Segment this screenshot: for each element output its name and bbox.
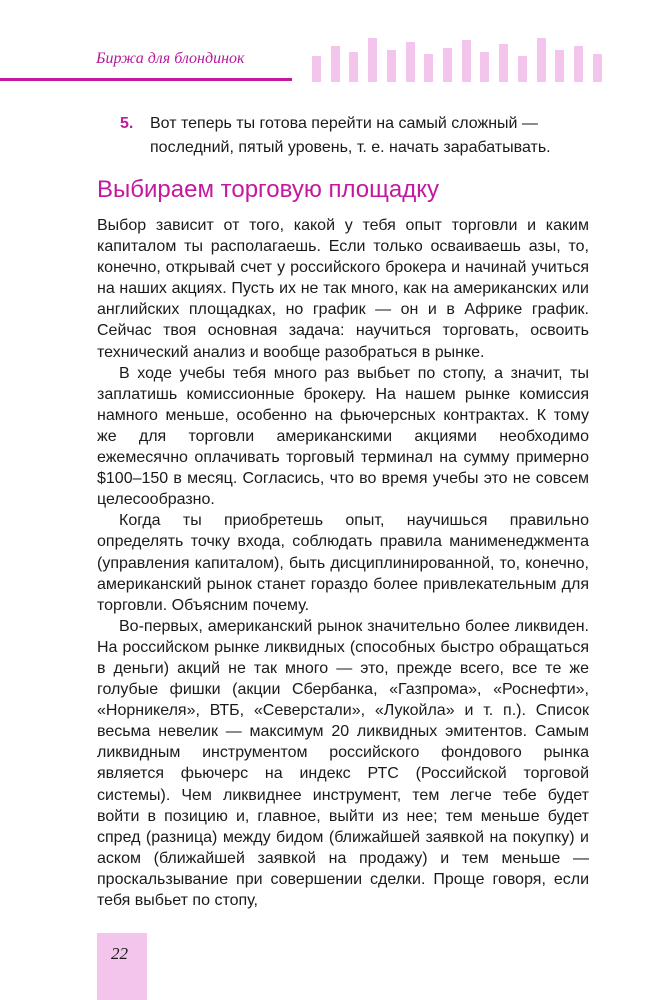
paragraph: Во-первых, американский рынок значительно более ликвиден. На российском рынке ликвидных (способных быстро обращаться в деньги) акций не так много — это, прежде всего, все те же голубые фишки (акции Сбербанка, «Газпрома», «Роснефти», «Норникеля», ВТБ, «Северстали», «Лукойла» и т. п.). Список весьма невелик — максимум 20 ликвидных эмитентов. Самым ликвидным инструментом российского фондового рынка является фьючерс на индекс РТС (Российской торговой системы). Чем ликвиднее инструмент, тем легче тебе будет войти в позицию и, главное, выйти из нее; тем меньше будет спред (разница) между бидом (ближайшей заявкой на покупку) и аском (ближайшей заявкой на продажу) и тем меньше — проскальзывание при совершении сделки. Проще говоря, если тебя выбьет по стопу,: [97, 617, 589, 909]
decorative-bar: [387, 50, 396, 82]
page-number: 22: [111, 944, 128, 963]
decorative-bar: [331, 46, 340, 82]
decorative-bar: [312, 56, 321, 82]
numbered-list-item: [120, 112, 590, 160]
section-title: Выбираем торговую площадку: [97, 176, 439, 203]
decorative-bar: [368, 38, 377, 82]
decorative-bar: [424, 54, 433, 82]
decorative-bar: [499, 44, 508, 82]
list-item-number: 5.: [120, 115, 134, 132]
list-item-text: Вот теперь ты готова перейти на самый сложный — последний, пятый уровень, т. е. начать зарабатывать.: [150, 115, 551, 156]
header-rule: [0, 78, 292, 81]
decorative-bar: [349, 52, 358, 82]
decorative-bar: [537, 38, 546, 82]
decorative-bar: [406, 42, 415, 82]
decorative-bar: [480, 52, 489, 82]
running-title: Биржа для блондинок: [96, 50, 245, 67]
paragraph: В ходе учебы тебя много раз выбьет по стопу, а значит, ты заплатишь комиссионные брокеру. На нашем рынке комиссия намного меньше, особенно на фьючерсных контрактах. К тому же для торговли американскими акциями необходимо ежемесячно оплачивать торговый терминал на сумму примерно $100–150 в месяц. Согласись, что во время учебы это не совсем целесообразно.: [97, 364, 589, 509]
decorative-bar: [443, 48, 452, 82]
paragraph: Выбор зависит от того, какой у тебя опыт торговли и каким капиталом ты располагаешь. Если только осваиваешь азы, то, конечно, открывай счет у российского брокера и начинай учиться на наших акциях. Пусть их не так много, как на американских или английских площадках, но график — он и в Африке график. Сейчас твоя основная задача: научиться торговать, освоить технический анализ и вообще разобраться в рынке.: [97, 217, 589, 361]
decorative-bars: [312, 36, 602, 82]
decorative-bar: [518, 56, 527, 82]
decorative-bar: [555, 50, 564, 82]
decorative-bar: [574, 46, 583, 82]
decorative-bar: [462, 40, 471, 82]
decorative-bar: [593, 54, 602, 82]
body-text: [97, 215, 589, 911]
paragraph: Когда ты приобретешь опыт, научишься правильно определять точку входа, соблюдать правила манименеджмента (управления капиталом), быть дисциплинированной, то, конечно, американский рынок станет гораздо более привлекательным для торговли. Объясним почему.: [97, 512, 589, 614]
